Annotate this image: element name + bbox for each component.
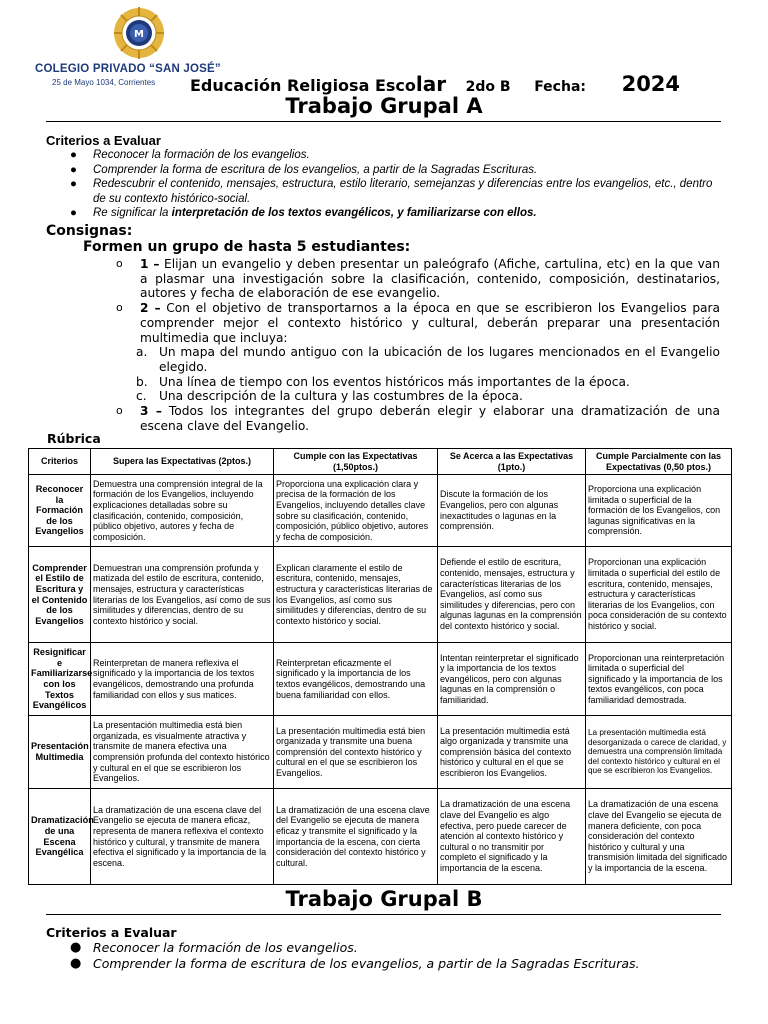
- subtask-list: [113, 345, 720, 404]
- table-cell: Explican claramente el estilo de escritura, contenido, mensajes, estructura y características literarias de los Evangelios, así como sus similitudes y diferencias, dentro de su contexto histórico y social.: [274, 547, 438, 643]
- table-cell: La dramatización de una escena clave del Evangelio se ejecuta de manera eficaz, representa de manera reflexiva el contexto histórico y cultural, y transmite de manera efectiva el significado y la importancia de la escena.: [91, 789, 274, 885]
- table-cell: Reconocer la Formación de los Evangelios: [29, 475, 91, 547]
- table-cell: Proporcionan una explicación limitada o superficial del estilo de escritura, contenido, mensajes, estructura y características literarias de los Evangelios, con poca consideración de su contexto histórico y social.: [586, 547, 732, 643]
- table-cell: Comprender el Estilo de Escritura y el Contenido de los Evangelios: [29, 547, 91, 643]
- task-item: o 3 – Todos los integrantes del grupo deberán elegir y elaborar una dramatización de una escena clave del Evangelio.: [116, 404, 720, 433]
- table-cell: La dramatización de una escena clave del Evangelio se ejecuta de manera eficaz y transmite el significado y la importancia de la escena, con cierta consideración del contexto histórico y cultural.: [274, 789, 438, 885]
- subject-title-end: lar: [415, 72, 447, 96]
- group-instruction: Formen un grupo de hasta 5 estudiantes:: [83, 239, 411, 255]
- table-cell: La presentación multimedia está bien organizada, es visualmente atractiva y transmite de manera efectiva una comprensión profunda del contexto histórico y cultural en el que se escribieron los Evangelios.: [91, 716, 274, 789]
- task-list: [113, 257, 720, 433]
- criteria-list: [70, 940, 750, 971]
- divider: [46, 914, 721, 915]
- divider: [46, 121, 721, 122]
- column-header: Criterios: [29, 449, 91, 475]
- table-row: [29, 789, 732, 885]
- criteria-heading: Criterios a Evaluar: [46, 133, 161, 148]
- list-item: a. Un mapa del mundo antiguo con la ubicación de los lugares mencionados en el Evangelio elegido.: [136, 345, 720, 374]
- list-item: c. Una descripción de la cultura y las costumbres de la época.: [136, 389, 523, 404]
- list-item: ● Reconocer la formación de los evangelios.: [70, 940, 358, 955]
- school-name: COLEGIO PRIVADO “SAN JOSÉ”: [35, 63, 221, 75]
- table-cell: Defiende el estilo de escritura, contenido, mensajes, estructura y características literarias de los Evangelios, así como sus similitudes y diferencias, pero con algunas lagunas en la comprensión del contexto histórico y social.: [438, 547, 586, 643]
- document-header: [190, 72, 680, 96]
- table-cell: Presentación Multimedia: [29, 716, 91, 789]
- table-cell: La presentación multimedia está desorganizada o carece de claridad, y demuestra una comprensión limitada del contexto histórico y cultural en el que se escribieron los Evangelios.: [586, 716, 732, 789]
- bullet-icon: ●: [70, 178, 77, 190]
- table-cell: Demuestra una comprensión integral de la formación de los Evangelios, incluyendo explicaciones detalladas sobre su clasificación, contenido, composición, público objetivo, autores y fecha de composición.: [91, 475, 274, 547]
- table-row: [29, 716, 732, 789]
- year-label: 2024: [621, 72, 681, 96]
- column-header: Se Acerca a las Expectativas (1pto.): [438, 449, 586, 475]
- list-item: ● Reconocer la formación de los evangelios.: [70, 149, 310, 161]
- bullet-icon: ●: [70, 955, 82, 971]
- grade-label: 2do B: [465, 79, 511, 95]
- table-cell: Dramatización de una Escena Evangélica: [29, 789, 91, 885]
- table-cell: Proporciona una explicación clara y precisa de la formación de los Evangelios, incluyendo detalles clave sobre su clasificación, contenido, composición, público objetivo, autores y fecha de composición.: [274, 475, 438, 547]
- table-cell: Proporcionan una reinterpretación limitada o superficial del significado y la importancia de los textos evangélicos, con poca familiaridad demostrada.: [586, 643, 732, 716]
- school-crest-icon: [108, 6, 170, 60]
- bullet-icon: ●: [70, 149, 77, 161]
- table-cell: Reinterpretan de manera reflexiva el significado y la importancia de los textos evangélicos, demostrando una profunda familiaridad con ellos y sus matices.: [91, 643, 274, 716]
- criteria-list: [46, 148, 726, 221]
- table-row: [29, 643, 732, 716]
- table-cell: La dramatización de una escena clave del Evangelio se ejecuta de manera deficiente, con poca consideración del contexto histórico y cultural y una transmisión limitada del significado y la importancia de la escena.: [586, 789, 732, 885]
- table-cell: La presentación multimedia está algo organizada y transmite una comprensión básica del contexto histórico y cultural en el que se escribieron los Evangelios.: [438, 716, 586, 789]
- table-cell: La dramatización de una escena clave del Evangelio es algo efectiva, pero puede carecer de atención al contexto histórico y cultural o no transmitir por completo el significado y la importancia de la escena.: [438, 789, 586, 885]
- list-item: ● Comprender la forma de escritura de los evangelios, a partir de la Sagradas Escrituras.: [70, 955, 640, 971]
- column-header: Supera las Expectativas (2ptos.): [91, 449, 274, 475]
- svg-text:M: M: [134, 29, 144, 40]
- rubric-table: [28, 448, 732, 885]
- school-address: 25 de Mayo 1034, Corrientes: [52, 78, 156, 87]
- date-label: Fecha:: [534, 79, 586, 95]
- table-row: [29, 475, 732, 547]
- table-cell: Resignificar e Familiarizarse con los Textos Evangélicos: [29, 643, 91, 716]
- bullet-icon: ●: [70, 163, 77, 176]
- task-item: o 2 – Con el objetivo de transportarnos a la época en que se escribieron los Evangelios para comprender mejor el contexto histórico y cultural, deberán preparar una presentación multimedia que incluya:: [116, 301, 720, 345]
- table-cell: Proporciona una explicación limitada o superficial de la formación de los Evangelios, con lagunas significativas en la comprensión.: [586, 475, 732, 547]
- table-cell: Discute la formación de los Evangelios, pero con algunas inexactitudes o lagunas en la comprensión.: [438, 475, 586, 547]
- consignas-heading: Consignas:: [46, 223, 133, 239]
- column-header: Cumple con las Expectativas (1,50ptos.): [274, 449, 438, 475]
- table-cell: Reinterpretan eficazmente el significado y la importancia de los textos evangélicos, demostrando una buena familiaridad con ellos.: [274, 643, 438, 716]
- table-cell: La presentación multimedia está bien organizada y transmite una buena comprensión del contexto histórico y cultural en el que se escribieron los Evangelios.: [274, 716, 438, 789]
- task-item: o 1 – Elijan un evangelio y deben presentar un paleógrafo (Afiche, cartulina, etc) en la que van a plasmar una investigación sobre la clasificación, contenido, composición, destinatarios, autores y fecha de elaboración de ese evangelio.: [116, 257, 720, 301]
- column-header: Cumple Parcialmente con las Expectativas (0,50 ptos.): [586, 449, 732, 475]
- table-cell: Intentan reinterpretar el significado y la importancia de los textos evangélicos, pero con algunas lagunas en la comprensión o familiaridad.: [438, 643, 586, 716]
- bullet-icon: ●: [70, 940, 82, 955]
- list-item: b. Una línea de tiempo con los eventos históricos más importantes de la época.: [136, 374, 630, 389]
- table-cell: Demuestran una comprensión profunda y matizada del estilo de escritura, contenido, mensajes, estructura y características literarias de los Evangelios, así como de sus similitudes y diferencias, dentro de su contexto histórico y social.: [91, 547, 274, 643]
- table-header-row: [29, 449, 732, 475]
- section-b-title: Trabajo Grupal B: [285, 887, 483, 911]
- table-row: [29, 547, 732, 643]
- rubric-heading: Rúbrica: [47, 431, 101, 446]
- section-a-title: Trabajo Grupal A: [285, 94, 483, 118]
- subject-title: Educación Religiosa Esco: [190, 76, 416, 95]
- list-item: ● Re significar la interpretación de los textos evangélicos, y familiarizarse con ellos.: [70, 207, 537, 219]
- criteria-heading: Criterios a Evaluar: [46, 925, 177, 940]
- list-item: ● Redescubrir el contenido, mensajes, estructura, estilo literario, semejanzas y diferencias entre los evangelios, etc., dentro de su contexto histórico-social.: [70, 178, 713, 205]
- bullet-icon: ●: [70, 207, 77, 219]
- list-item: ● Comprender la forma de escritura de los evangelios, a partir de la Sagradas Escrituras.: [70, 163, 538, 176]
